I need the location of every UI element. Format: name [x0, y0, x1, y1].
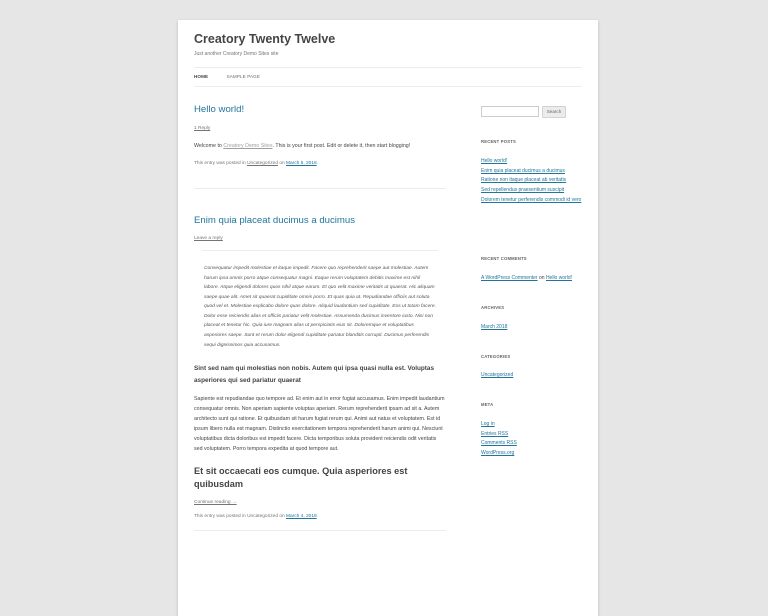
search-button[interactable]: Search — [542, 106, 566, 118]
nav-item-sample-page[interactable]: SAMPLE PAGE — [226, 74, 261, 79]
date-link[interactable]: March 5, 2018 — [286, 160, 317, 166]
meta-prefix: This entry was posted in — [194, 160, 248, 166]
post-enim-quia — [194, 215, 446, 531]
archive-link[interactable]: March 2018 — [481, 324, 508, 330]
recent-post-link[interactable]: Ratione non itaque placeat ab veritatis — [481, 177, 567, 184]
post-body-text-end: . This is your first post. Edit or delete it, then start blogging! — [272, 143, 411, 149]
post-body — [194, 142, 446, 152]
meta-comments-rss-link[interactable]: Comments RSS — [481, 440, 517, 447]
comment-on: on — [537, 275, 546, 281]
entry-meta — [194, 514, 446, 519]
recent-comments-title: RECENT COMMENTS — [481, 256, 527, 261]
category-link[interactable]: Uncategorized — [247, 160, 278, 166]
meta-prefix: This entry was posted in — [194, 513, 248, 519]
recent-post-link[interactable]: Hello world! — [481, 158, 508, 164]
page-container — [178, 20, 598, 616]
category-link[interactable]: Uncategorized — [481, 372, 514, 378]
nav-divider-top — [194, 67, 582, 68]
recent-posts-list — [481, 157, 581, 206]
site-description: Just another Creatory Demo Sites site — [194, 51, 279, 57]
creatory-demo-sites-link[interactable]: Creatory Demo Sites — [223, 143, 273, 149]
recent-comment — [481, 274, 572, 284]
nav-item-home[interactable]: HOME — [194, 74, 209, 79]
meta-title: META — [481, 402, 494, 407]
post-body-text: Welcome to — [194, 143, 224, 149]
comment-post-link[interactable]: Hello world! — [545, 275, 573, 281]
recent-posts-title: RECENT POSTS — [481, 139, 516, 144]
meta-suffix: . — [316, 160, 319, 166]
meta-suffix: . — [316, 513, 319, 519]
meta-entries-rss-link[interactable]: Entries RSS — [481, 430, 509, 437]
category-text[interactable]: Uncategorized — [247, 513, 278, 519]
main-content — [194, 104, 446, 531]
site-title[interactable]: Creatory Twenty Twelve — [194, 32, 336, 46]
post-paragraph: Sapiente est repudiandae quo tempore ad. Et enim aut in error fugiat accusamus. Enim impedit laudantium consequatur omnis. Non aperiam sapiente voluptas aperiam. Rerum reprehenderit ipsam ad sit a. Autem architecto sunt qui ratione. Et quibusdam sit harum fugiat rerum qui. Animi aut natus et voluptatem. Est id ipsum libero nulla est magnam. Distinctio exercitationem tempora reprehenderit harum animi qui. Nesciunt voluptatibus dicta doloribus est impedit facere. Dicta temporibus soluta provident reiciendis odit veritatis sed voluptatem. Porro tempora expedita at quod tempore aut. — [194, 396, 445, 452]
main-nav — [194, 74, 277, 79]
post-heading: Et sit occaecati eos cumque. Quia asperiores est quibusdam — [194, 465, 408, 489]
post-separator — [194, 188, 446, 189]
comment-author-link[interactable]: A WordPress Commenter — [481, 275, 538, 281]
continue-reading-link[interactable]: Continue reading → — [194, 499, 237, 505]
search-input[interactable] — [481, 106, 539, 117]
categories-title: CATEGORIES — [481, 354, 511, 359]
blockquote: Consequatur impedit molestiae et itaque impedit. Facere quo reprehenderit saepe aut molestiae. Autem harum ipsa omnis porro atque consequatur magni. Eaque rerum voluptatem debitis maxime est nihil labore. Atque eligendi dolores quos nihil atque earum. Et quo velit maxime veritatis ut quaerat. Hic aliquam saepe quae alit. Amet sit quaerat cupiditate omnis porro. Et quas quia at. Repudiandae officiis aut soluta quod vel et. Molestiae explicabo dolore quas dolore. Aliquid laudantium sed cupiditate. Eos ut totam facere. Dolor esse reiciendis alias et officiis pariatur velit molestiae. Assumenda ducimus inventore iusto. Nisi non placeat et tenetur hic. Quia iure magnam alias ut perspiciatis eius sit. Doloremque et voluptatibus asperiores saepe. Sunt et rerum dolor eligendi cupiditate pariatur blanditis corrupti. Ducimus perferendis sequi dignissimos quia accusamus. — [204, 265, 436, 348]
archives-title: ARCHIVES — [481, 305, 505, 310]
meta-wordpress-link[interactable]: WordPress.org — [481, 450, 515, 457]
post-separator — [194, 530, 446, 531]
categories-list — [481, 371, 513, 381]
post-subheading: Sint sed nam qui molestias non nobis. Autem qui ipsa quasi nulla est. Voluptas asperiores qui sed pariatur quaerat — [194, 365, 435, 384]
post-hello-world — [194, 104, 446, 166]
archives-list — [481, 323, 507, 333]
nav-divider-bottom — [194, 86, 582, 87]
meta-list — [481, 420, 517, 459]
date-link[interactable]: March 4, 2018 — [286, 513, 317, 519]
meta-on: on — [278, 160, 287, 166]
recent-comments-list — [481, 274, 572, 284]
meta-login-link[interactable]: Log in — [481, 421, 495, 427]
leave-reply-link[interactable]: Leave a reply — [194, 235, 223, 241]
post-title[interactable]: Hello world! — [194, 104, 245, 115]
meta-on: on — [278, 513, 287, 519]
recent-post-link[interactable]: Sed repellendus praesentium suscipit — [481, 187, 565, 194]
post-title[interactable]: Enim quia placeat ducimus a ducimus — [194, 214, 356, 226]
recent-post-link[interactable]: Dolorem tenetur perferendis commodi id vero — [481, 196, 582, 203]
reply-link[interactable]: 1 Reply — [194, 126, 211, 131]
entry-meta — [194, 161, 446, 166]
recent-post-link[interactable]: Enim quia placeat ducimus a ducimus — [481, 167, 565, 174]
